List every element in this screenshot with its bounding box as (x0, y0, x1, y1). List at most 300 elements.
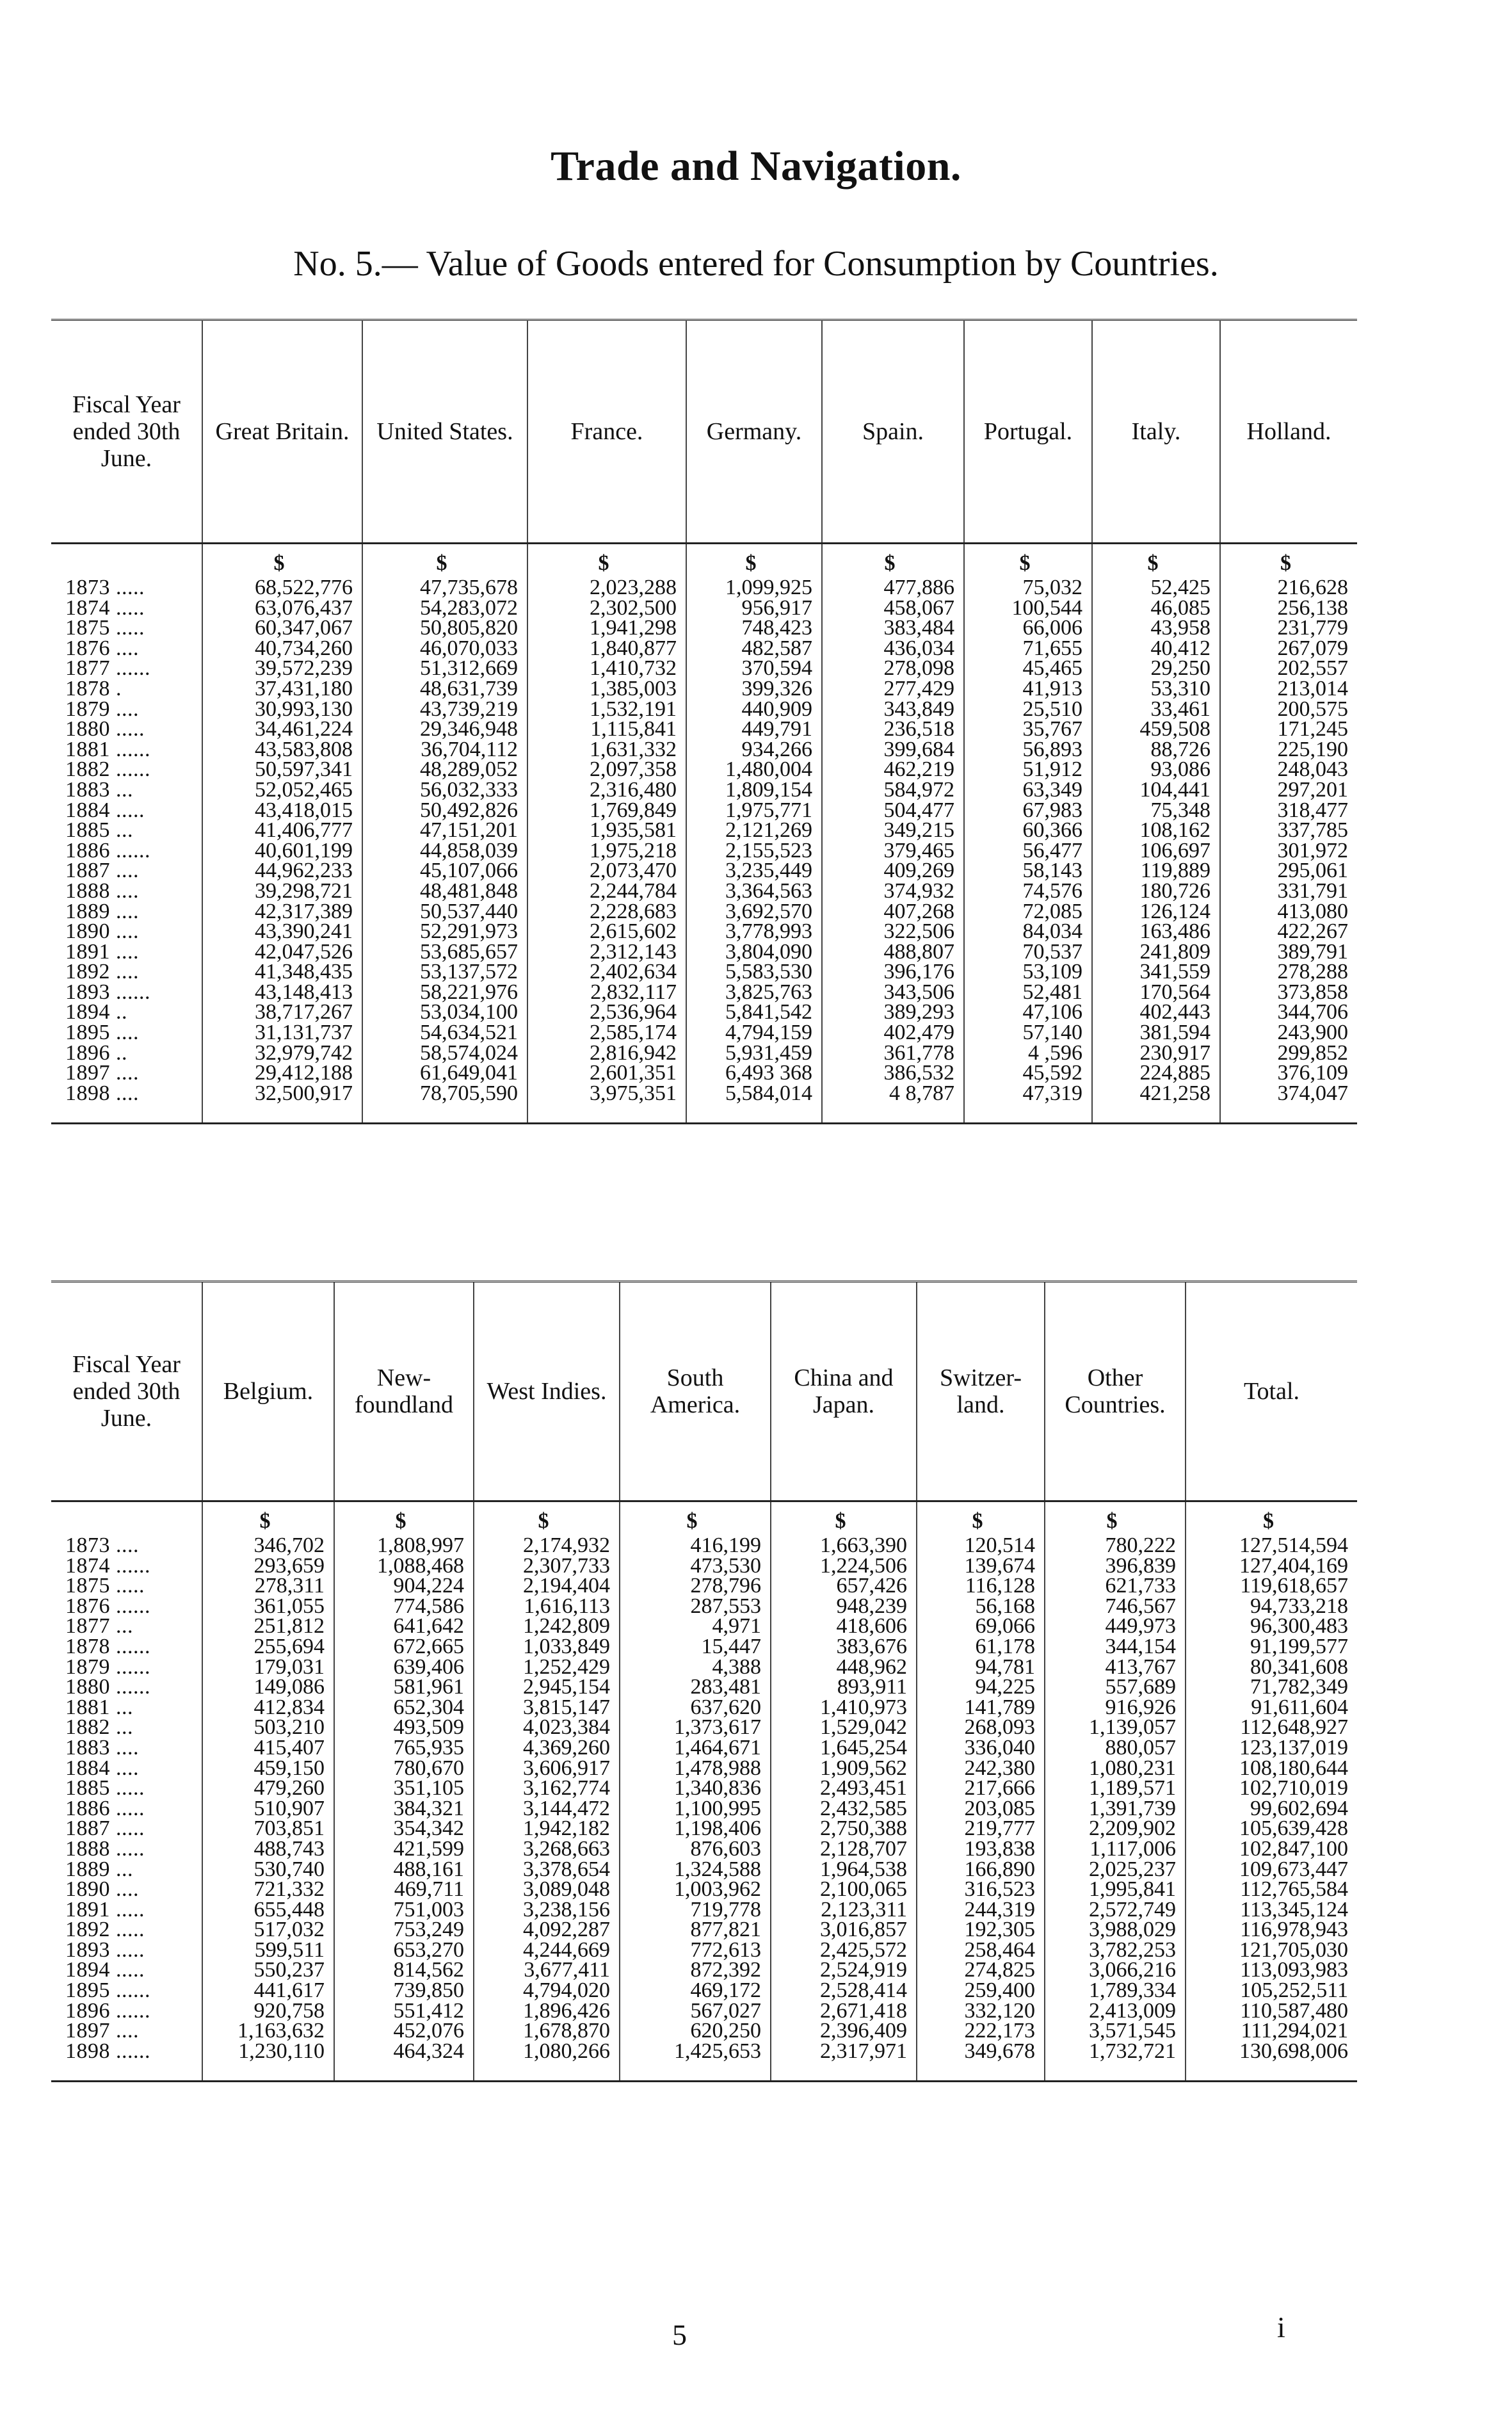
value-cell: 389,791 (1220, 942, 1357, 962)
leader-dots: ...... (116, 2039, 150, 2063)
year-label: 1894 (65, 1958, 110, 1982)
value-cell: 4,794,159 (686, 1023, 822, 1043)
value-cell: 78,705,590 (362, 1083, 527, 1124)
value-cell: 58,143 (964, 861, 1092, 881)
dollar-unit: $ (202, 544, 362, 578)
value-cell: 100,544 (964, 598, 1092, 619)
table-row (51, 861, 1357, 881)
year-cell (51, 1758, 202, 1779)
value-cell: 440,909 (686, 699, 822, 720)
value-cell: 331,791 (1220, 881, 1357, 902)
leader-dots: ... (116, 1715, 133, 1740)
value-cell: 459,150 (202, 1758, 334, 1779)
year-cell (51, 1859, 202, 1880)
value-cell: 113,093,983 (1186, 1960, 1357, 1980)
leader-dots: ... (116, 1857, 133, 1881)
value-cell: 3,778,993 (686, 921, 822, 942)
year-cell (51, 638, 202, 659)
value-cell: 278,796 (620, 1576, 771, 1596)
year-label: 1885 (65, 818, 110, 843)
value-cell: 278,098 (822, 658, 964, 679)
value-cell: 193,838 (917, 1839, 1045, 1859)
value-cell: 1,769,849 (527, 800, 686, 821)
value-cell: 231,779 (1220, 618, 1357, 638)
value-cell: 4,092,287 (474, 1920, 620, 1940)
value-cell: 43,583,808 (202, 740, 362, 760)
unit-row (51, 1501, 1357, 1536)
value-cell: 503,210 (202, 1717, 334, 1738)
value-cell: 200,575 (1220, 699, 1357, 720)
value-cell: 346,702 (202, 1535, 334, 1556)
year-label: 1898 (65, 1081, 110, 1105)
value-cell: 344,154 (1045, 1637, 1186, 1657)
value-cell: 33,461 (1092, 699, 1220, 720)
value-cell: 94,733,218 (1186, 1596, 1357, 1617)
value-cell: 551,412 (334, 2001, 474, 2021)
value-cell: 222,173 (917, 2021, 1045, 2041)
value-cell: 1,340,836 (620, 1778, 771, 1799)
value-cell: 893,911 (771, 1677, 917, 1697)
value-cell: 149,086 (202, 1677, 334, 1697)
value-cell: 488,743 (202, 1839, 334, 1859)
value-cell: 2,615,602 (527, 921, 686, 942)
value-cell: 381,594 (1092, 1023, 1220, 1043)
value-cell: 44,858,039 (362, 841, 527, 861)
year-cell (51, 1596, 202, 1617)
value-cell: 1,100,995 (620, 1799, 771, 1819)
header-fiscal-year: Fiscal Year ended 30th June. (51, 321, 202, 544)
leader-dots: .... (116, 1021, 139, 1045)
leader-dots: ..... (116, 595, 145, 620)
year-cell (51, 1717, 202, 1738)
value-cell: 2,396,409 (771, 2021, 917, 2041)
dollar-unit: $ (362, 544, 527, 578)
table-row (51, 1900, 1357, 1920)
leader-dots: .... (116, 2019, 139, 2043)
value-cell: 721,332 (202, 1879, 334, 1900)
value-cell: 473,530 (620, 1556, 771, 1576)
value-cell: 517,032 (202, 1920, 334, 1940)
year-cell (51, 1796, 202, 1820)
dollar-unit: $ (822, 544, 964, 578)
value-cell: 1,941,298 (527, 618, 686, 638)
year-cell (51, 1697, 202, 1718)
value-cell: 52,052,465 (202, 780, 362, 800)
value-cell: 318,477 (1220, 800, 1357, 821)
value-cell: 30,993,130 (202, 699, 362, 720)
value-cell: 2,524,919 (771, 1960, 917, 1980)
value-cell: 1,678,870 (474, 2021, 620, 2041)
value-cell: 361,055 (202, 1596, 334, 1617)
value-cell: 1,808,997 (334, 1535, 474, 1556)
year-cell (51, 1980, 202, 2001)
value-cell: 61,178 (917, 1637, 1045, 1657)
table-row (51, 1738, 1357, 1758)
leader-dots: ..... (116, 1816, 145, 1841)
value-cell: 1,033,849 (474, 1637, 620, 1657)
value-cell: 4,388 (620, 1657, 771, 1678)
value-cell: 774,586 (334, 1596, 474, 1617)
year-cell (51, 1063, 202, 1083)
value-cell: 4,023,384 (474, 1717, 620, 1738)
year-label: 1888 (65, 1836, 110, 1861)
value-cell: 3,162,774 (474, 1778, 620, 1799)
table-row (51, 942, 1357, 962)
year-cell (51, 777, 202, 802)
table-row (51, 1535, 1357, 1556)
value-cell: 72,085 (964, 902, 1092, 922)
value-cell: 510,907 (202, 1799, 334, 1819)
table-row (51, 1576, 1357, 1596)
value-cell: 876,603 (620, 1839, 771, 1859)
dollar-unit: $ (771, 1501, 917, 1536)
value-cell: 2,432,585 (771, 1799, 917, 1819)
value-cell: 44,962,233 (202, 861, 362, 881)
value-cell: 337,785 (1220, 820, 1357, 841)
value-cell: 416,199 (620, 1535, 771, 1556)
value-cell: 2,671,418 (771, 2001, 917, 2021)
table-row (51, 902, 1357, 922)
value-cell: 50,597,341 (202, 759, 362, 780)
value-cell: 110,587,480 (1186, 2001, 1357, 2021)
value-cell: 2,121,269 (686, 820, 822, 841)
table-row (51, 658, 1357, 679)
leader-dots: ...... (116, 980, 150, 1004)
value-cell: 96,300,483 (1186, 1616, 1357, 1637)
table-row (51, 780, 1357, 800)
value-cell: 1,080,266 (474, 2041, 620, 2082)
table-row (51, 881, 1357, 902)
value-cell: 1,529,042 (771, 1717, 917, 1738)
table-row (51, 1043, 1357, 1064)
table-row (51, 1637, 1357, 1657)
year-label: 1873 (65, 1533, 110, 1557)
value-cell: 56,477 (964, 841, 1092, 861)
value-cell: 15,447 (620, 1637, 771, 1657)
value-cell: 1,975,771 (686, 800, 822, 821)
year-cell (51, 982, 202, 1003)
value-cell: 35,767 (964, 719, 1092, 740)
year-cell (51, 1023, 202, 1043)
value-cell: 452,076 (334, 2021, 474, 2041)
dollar-unit: $ (917, 1501, 1045, 1536)
value-cell: 3,364,563 (686, 881, 822, 902)
year-cell (51, 1002, 202, 1023)
value-cell: 814,562 (334, 1960, 474, 1980)
year-cell (51, 1654, 202, 1679)
table-row (51, 982, 1357, 1003)
year-cell (51, 658, 202, 679)
value-cell: 120,514 (917, 1535, 1045, 1556)
value-cell: 67,983 (964, 800, 1092, 821)
value-cell: 180,726 (1092, 881, 1220, 902)
value-cell: 421,599 (334, 1839, 474, 1859)
value-cell: 48,289,052 (362, 759, 527, 780)
value-cell: 1,464,671 (620, 1738, 771, 1758)
value-cell: 413,767 (1045, 1657, 1186, 1678)
value-cell: 71,655 (964, 638, 1092, 659)
value-cell: 301,972 (1220, 841, 1357, 861)
value-cell: 413,080 (1220, 902, 1357, 922)
year-label: 1880 (65, 1675, 110, 1699)
value-cell: 2,174,932 (474, 1535, 620, 1556)
value-cell: 121,705,030 (1186, 1940, 1357, 1961)
dollar-unit: $ (474, 1501, 620, 1536)
table-row (51, 2041, 1357, 2082)
unit-blank-cell (51, 544, 202, 578)
value-cell: 2,750,388 (771, 1818, 917, 1839)
leader-dots: ...... (116, 838, 150, 862)
year-label: 1882 (65, 757, 110, 782)
value-cell: 47,151,201 (362, 820, 527, 841)
value-cell: 1,080,231 (1045, 1758, 1186, 1779)
leader-dots: .... (116, 1756, 139, 1780)
value-cell: 389,293 (822, 1002, 964, 1023)
year-label: 1881 (65, 1695, 110, 1719)
value-cell: 780,222 (1045, 1535, 1186, 1556)
value-cell: 45,592 (964, 1063, 1092, 1083)
header-great-britain: Great Britain. (202, 321, 362, 544)
value-cell: 402,479 (822, 1023, 964, 1043)
value-cell: 54,283,072 (362, 598, 527, 619)
value-cell: 112,765,584 (1186, 1879, 1357, 1900)
table-row (51, 921, 1357, 942)
value-cell: 422,267 (1220, 921, 1357, 942)
value-cell: 84,034 (964, 921, 1092, 942)
year-label: 1884 (65, 1756, 110, 1780)
leader-dots: ... (116, 1695, 133, 1719)
value-cell: 2,316,480 (527, 780, 686, 800)
value-cell: 407,268 (822, 902, 964, 922)
value-cell: 2,317,971 (771, 2041, 917, 2082)
value-cell: 53,685,657 (362, 942, 527, 962)
value-cell: 43,418,015 (202, 800, 362, 821)
year-cell (51, 1553, 202, 1578)
value-cell: 4,971 (620, 1616, 771, 1637)
leader-dots: .... (116, 636, 139, 660)
page-mark: i (1277, 2311, 1285, 2343)
value-cell: 956,917 (686, 598, 822, 619)
value-cell: 219,777 (917, 1818, 1045, 1839)
value-cell: 102,710,019 (1186, 1778, 1357, 1799)
value-cell: 2,209,902 (1045, 1818, 1186, 1839)
value-cell: 102,847,100 (1186, 1839, 1357, 1859)
value-cell: 3,815,147 (474, 1697, 620, 1718)
header-belgium: Belgium. (202, 1282, 334, 1501)
year-label: 1873 (65, 576, 110, 599)
value-cell: 904,224 (334, 1576, 474, 1596)
year-cell (51, 1960, 202, 1980)
value-cell: 54,634,521 (362, 1023, 527, 1043)
value-cell: 493,509 (334, 1717, 474, 1738)
value-cell: 1,616,113 (474, 1596, 620, 1617)
value-cell: 45,107,066 (362, 861, 527, 881)
value-cell: 112,648,927 (1186, 1717, 1357, 1738)
value-cell: 370,594 (686, 658, 822, 679)
value-cell: 641,642 (334, 1616, 474, 1637)
year-label: 1893 (65, 980, 110, 1004)
value-cell: 60,347,067 (202, 618, 362, 638)
value-cell: 1,088,468 (334, 1556, 474, 1576)
dollar-unit: $ (527, 544, 686, 578)
leader-dots: .... (116, 1081, 139, 1105)
leader-dots: .... (116, 859, 139, 883)
value-cell: 3,975,351 (527, 1083, 686, 1124)
leader-dots: .... (116, 1533, 139, 1557)
value-cell: 56,032,333 (362, 780, 527, 800)
value-cell: 43,390,241 (202, 921, 362, 942)
year-cell (51, 759, 202, 780)
leader-dots: .... (116, 1061, 139, 1085)
value-cell: 399,326 (686, 679, 822, 699)
value-cell: 469,172 (620, 1980, 771, 2001)
value-cell: 109,673,447 (1186, 1859, 1357, 1880)
value-cell: 2,100,065 (771, 1879, 917, 1900)
leader-dots: .... (116, 878, 139, 903)
value-cell: 267,079 (1220, 638, 1357, 659)
year-label: 1876 (65, 636, 110, 660)
value-cell: 251,812 (202, 1616, 334, 1637)
value-cell: 2,585,174 (527, 1023, 686, 1043)
table-row (51, 679, 1357, 699)
value-cell: 374,047 (1220, 1083, 1357, 1124)
year-label: 1887 (65, 1816, 110, 1841)
value-cell: 746,567 (1045, 1596, 1186, 1617)
value-cell: 412,834 (202, 1697, 334, 1718)
leader-dots: ..... (116, 616, 145, 640)
value-cell: 243,900 (1220, 1023, 1357, 1043)
year-cell (51, 719, 202, 740)
header-switzerland: Switzer- land. (917, 1282, 1045, 1501)
value-cell: 4,369,260 (474, 1738, 620, 1758)
leader-dots: ..... (116, 1836, 145, 1861)
value-cell: 2,312,143 (527, 942, 686, 962)
value-cell: 2,023,288 (527, 578, 686, 598)
value-cell: 449,973 (1045, 1616, 1186, 1637)
value-cell: 40,412 (1092, 638, 1220, 659)
value-cell: 46,085 (1092, 598, 1220, 619)
leader-dots: ..... (116, 1918, 145, 1942)
value-cell: 94,781 (917, 1657, 1045, 1678)
year-cell (51, 820, 202, 841)
value-cell: 99,602,694 (1186, 1799, 1357, 1819)
year-label: 1890 (65, 1877, 110, 1902)
value-cell: 880,057 (1045, 1738, 1186, 1758)
leader-dots: ...... (116, 1978, 150, 2003)
value-cell: 258,464 (917, 1940, 1045, 1961)
value-cell: 80,341,608 (1186, 1657, 1357, 1678)
value-cell: 396,176 (822, 962, 964, 982)
year-cell (51, 1818, 202, 1839)
value-cell: 50,537,440 (362, 902, 527, 922)
value-cell: 459,508 (1092, 719, 1220, 740)
header-total: Total. (1186, 1282, 1357, 1501)
value-cell: 60,366 (964, 820, 1092, 841)
year-label: 1875 (65, 616, 110, 640)
value-cell: 739,850 (334, 1980, 474, 2001)
value-cell: 32,500,917 (202, 1083, 362, 1124)
value-cell: 41,406,777 (202, 820, 362, 841)
header-other-countries: Other Countries. (1045, 1282, 1186, 1501)
dollar-unit: $ (334, 1501, 474, 1536)
year-cell (51, 618, 202, 638)
year-label: 1882 (65, 1715, 110, 1740)
unit-row (51, 544, 1357, 578)
year-label: 1896 (65, 1998, 110, 2023)
year-label: 1887 (65, 859, 110, 883)
value-cell: 93,086 (1092, 759, 1220, 780)
value-cell: 41,348,435 (202, 962, 362, 982)
year-label: 1884 (65, 798, 110, 822)
year-cell (51, 1616, 202, 1637)
value-cell: 127,514,594 (1186, 1535, 1357, 1556)
value-cell: 217,666 (917, 1778, 1045, 1799)
year-label: 1879 (65, 697, 110, 721)
year-label: 1889 (65, 1857, 110, 1881)
value-cell: 40,734,260 (202, 638, 362, 659)
value-cell: 1,896,426 (474, 2001, 620, 2021)
value-cell: 242,380 (917, 1758, 1045, 1779)
value-cell: 66,006 (964, 618, 1092, 638)
value-cell: 3,235,449 (686, 861, 822, 881)
year-label: 1894 (65, 1000, 110, 1024)
value-cell: 464,324 (334, 2041, 474, 2082)
leader-dots: ..... (116, 1938, 145, 1962)
year-label: 1892 (65, 960, 110, 984)
table-row (51, 962, 1357, 982)
leader-dots: ..... (116, 1897, 145, 1921)
value-cell: 40,601,199 (202, 841, 362, 861)
value-cell: 2,601,351 (527, 1063, 686, 1083)
header-row (51, 321, 1357, 544)
value-cell: 6,493 368 (686, 1063, 822, 1083)
header-fiscal-year: Fiscal Year ended 30th June. (51, 1282, 202, 1501)
table-row (51, 1083, 1357, 1124)
year-cell (51, 1677, 202, 1697)
value-cell: 119,618,657 (1186, 1576, 1357, 1596)
year-cell (51, 1940, 202, 1961)
value-cell: 278,311 (202, 1576, 334, 1596)
year-cell (51, 676, 202, 700)
consumption-table-part-1 (51, 319, 1357, 1124)
value-cell: 772,613 (620, 1940, 771, 1961)
year-cell (51, 1920, 202, 1940)
leader-dots: ...... (116, 1594, 150, 1618)
header-spain: Spain. (822, 321, 964, 544)
leader-dots: ..... (116, 1574, 145, 1598)
header-west-indies: West Indies. (474, 1282, 620, 1501)
value-cell: 2,228,683 (527, 902, 686, 922)
value-cell: 386,532 (822, 1063, 964, 1083)
value-cell: 2,307,733 (474, 1556, 620, 1576)
table-row (51, 1940, 1357, 1961)
value-cell: 482,587 (686, 638, 822, 659)
value-cell: 316,523 (917, 1879, 1045, 1900)
value-cell: 934,266 (686, 740, 822, 760)
value-cell: 259,400 (917, 1980, 1045, 2001)
year-cell (51, 878, 202, 903)
year-label: 1877 (65, 656, 110, 681)
leader-dots: ..... (116, 1958, 145, 1982)
value-cell: 332,120 (917, 2001, 1045, 2021)
value-cell: 3,016,857 (771, 1920, 917, 1940)
value-cell: 2,302,500 (527, 598, 686, 619)
table-row (51, 1616, 1357, 1637)
value-cell: 2,413,009 (1045, 2001, 1186, 2021)
value-cell: 34,461,224 (202, 719, 362, 740)
year-cell (51, 1083, 202, 1124)
value-cell: 91,611,604 (1186, 1697, 1357, 1718)
